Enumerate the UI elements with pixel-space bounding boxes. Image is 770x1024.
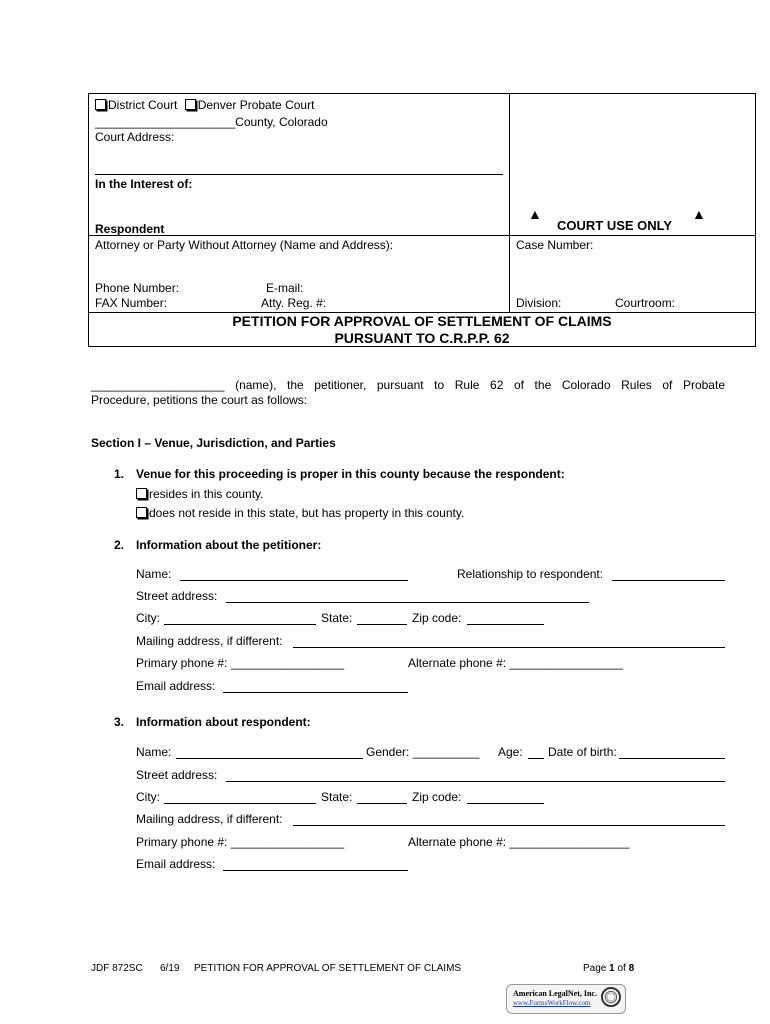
respondent-state-field[interactable] xyxy=(357,803,407,804)
petitioner-email-field[interactable] xyxy=(223,692,408,693)
logo-name: American LegalNet, Inc. xyxy=(513,989,597,998)
item2-label: Information about the petitioner: xyxy=(136,538,322,552)
respondent-gender[interactable]: Gender: __________ xyxy=(366,745,480,759)
interest-of-label: In the Interest of: xyxy=(95,177,193,191)
petitioner-state-label: State: xyxy=(321,611,353,625)
venue-option-property xyxy=(136,506,464,520)
petitioner-primary-phone[interactable]: Primary phone #: _________________ xyxy=(136,656,345,670)
page-prefix: Page xyxy=(583,963,610,974)
courtroom-label: Courtroom: xyxy=(615,296,676,310)
petitioner-city-label: City: xyxy=(136,611,160,625)
document-title-line1: PETITION FOR APPROVAL OF SETTLEMENT OF CLAIMS xyxy=(232,313,612,329)
footer-form-id: JDF 872SC xyxy=(91,963,143,974)
footer-page-number xyxy=(583,962,634,976)
respondent-street-label: Street address: xyxy=(136,768,218,782)
page-total: 8 xyxy=(628,963,635,974)
section-heading: Section I – Venue, Jurisdiction, and Parties xyxy=(91,436,336,450)
court-type-line xyxy=(95,98,314,112)
triangle-up-icon: ▲ xyxy=(692,206,706,222)
footer-date: 6/19 xyxy=(160,963,180,974)
respondent-age-field[interactable] xyxy=(528,758,544,759)
resides-checkbox[interactable] xyxy=(136,488,147,499)
caption-divider xyxy=(509,93,510,312)
petitioner-relationship-field[interactable] xyxy=(612,580,725,581)
respondent-city-field[interactable] xyxy=(164,803,316,804)
resides-label: resides in this county. xyxy=(149,487,264,501)
page-mid: of xyxy=(614,963,629,974)
fax-label: FAX Number: xyxy=(95,296,168,310)
respondent-zip-field[interactable] xyxy=(467,803,544,804)
respondent-zip-label: Zip code: xyxy=(412,790,462,804)
intro-line1 xyxy=(91,378,725,392)
petitioner-street-field[interactable] xyxy=(226,602,589,603)
county-line: _____________________County, Colorado xyxy=(95,115,328,129)
respondent-mailing-label: Mailing address, if different: xyxy=(136,812,283,826)
court-address-label: Court Address: xyxy=(95,130,175,144)
petitioner-state-field[interactable] xyxy=(357,624,407,625)
item3-number: 3. xyxy=(114,715,125,729)
attorney-label: Attorney or Party Without Attorney (Name and Address): xyxy=(95,238,394,252)
respondent-label: Respondent xyxy=(95,222,165,236)
respondent-city-label: City: xyxy=(136,790,160,804)
respondent-alt-phone[interactable]: Alternate phone #: __________________ xyxy=(408,835,630,849)
petitioner-street-label: Street address: xyxy=(136,589,218,603)
respondent-name-label: Name: xyxy=(136,745,172,759)
interest-rule xyxy=(95,174,503,175)
respondent-dob-label: Date of birth: xyxy=(548,745,617,759)
petitioner-mailing-field[interactable] xyxy=(293,647,725,648)
footer-form-title: PETITION FOR APPROVAL OF SETTLEMENT OF CLAIMS xyxy=(194,963,462,974)
respondent-dob-field[interactable] xyxy=(619,758,725,759)
item2-number: 2. xyxy=(114,538,125,552)
petitioner-city-field[interactable] xyxy=(164,624,316,625)
case-number-label: Case Number: xyxy=(516,238,594,252)
respondent-mailing-field[interactable] xyxy=(293,825,725,826)
item3-label: Information about respondent: xyxy=(136,715,311,729)
item1-label: Venue for this proceeding is proper in this county because the respondent: xyxy=(136,467,565,481)
email-label: E-mail: xyxy=(266,281,304,295)
respondent-email-label: Email address: xyxy=(136,857,216,871)
intro-text: (name), the petitioner, pursuant to Rule 62 of the Colorado Rules of Probate xyxy=(224,378,725,392)
respondent-email-field[interactable] xyxy=(223,870,408,871)
american-legalnet-logo xyxy=(506,984,626,1014)
property-label: does not reside in this state, but has property in this county. xyxy=(149,506,465,520)
respondent-street-field[interactable] xyxy=(226,781,725,782)
denver-probate-court-checkbox[interactable] xyxy=(185,99,196,110)
property-checkbox[interactable] xyxy=(136,507,147,518)
petitioner-relationship-label: Relationship to respondent: xyxy=(457,567,604,581)
petitioner-name-blank[interactable]: ____________________ xyxy=(91,378,225,392)
denver-probate-court-label: Denver Probate Court xyxy=(197,98,315,112)
petitioner-name-label: Name: xyxy=(136,567,172,581)
respondent-age-label: Age: xyxy=(498,745,523,759)
phone-label: Phone Number: xyxy=(95,281,180,295)
respondent-state-label: State: xyxy=(321,790,353,804)
item1-number: 1. xyxy=(114,467,125,481)
petitioner-zip-field[interactable] xyxy=(467,624,544,625)
petitioner-mailing-label: Mailing address, if different: xyxy=(136,634,283,648)
district-court-label: District Court xyxy=(108,98,178,112)
seal-icon xyxy=(601,987,621,1007)
atty-reg-label: Atty. Reg. #: xyxy=(261,296,327,310)
venue-option-resides xyxy=(136,487,264,501)
petitioner-alt-phone[interactable]: Alternate phone #: _________________ xyxy=(408,656,623,670)
respondent-primary-phone[interactable]: Primary phone #: _________________ xyxy=(136,835,345,849)
division-label: Division: xyxy=(516,296,562,310)
court-use-only-label: COURT USE ONLY xyxy=(557,218,673,233)
intro-line2: Procedure, petitions the court as follows: xyxy=(91,393,308,407)
document-title-line2: PURSUANT TO C.R.P.P. 62 xyxy=(334,330,510,346)
petitioner-name-field[interactable] xyxy=(180,580,408,581)
district-court-checkbox[interactable] xyxy=(95,99,106,110)
respondent-name-field[interactable] xyxy=(176,758,363,759)
logo-url-link[interactable]: www.FormsWorkFlow.com xyxy=(513,999,591,1007)
respondent-rule xyxy=(88,235,756,236)
petitioner-zip-label: Zip code: xyxy=(412,611,462,625)
petitioner-email-label: Email address: xyxy=(136,679,216,693)
triangle-up-icon: ▲ xyxy=(528,206,542,222)
page-current: 1 xyxy=(609,963,615,974)
